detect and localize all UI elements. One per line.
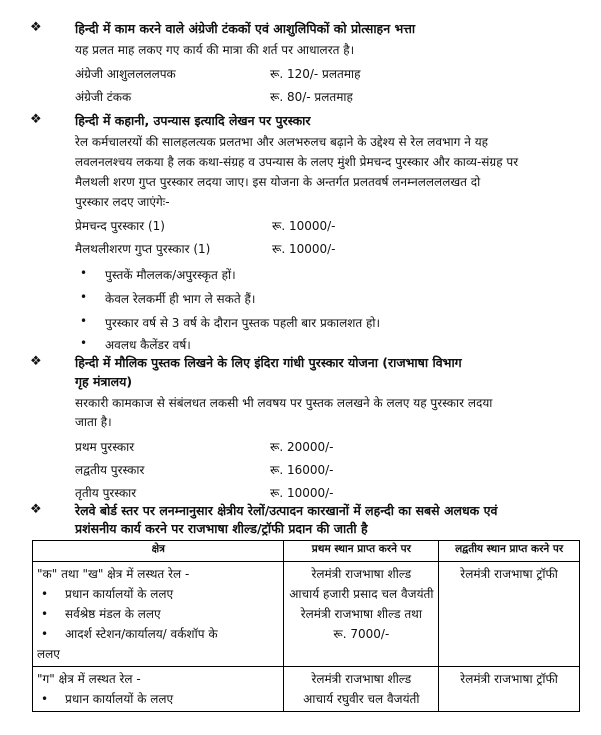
award-table	[32, 540, 580, 712]
stenographer-label: अंग्रेजी आशुललललपक	[75, 67, 176, 81]
section-1-heading: हिन्दी में काम करने वाले अंग्रेजी टंककों एवं आशुलिपिकों को प्रोत्साहन भत्ता	[75, 21, 416, 36]
header-first-place: प्रथम स्थान प्राप्त करने पर	[284, 541, 439, 562]
condition-item: केवल रेलकर्मी ही भाग ले सकते हैं।	[105, 292, 256, 306]
premchand-award-label: प्रेमचन्द पुरस्कार (1)	[75, 219, 165, 233]
zone-cell	[33, 562, 284, 667]
section-4-heading-line-1: रेलवे बोर्ड स्तर पर लनम्नानुसार क्षेत्रीय रेलों/उत्पादन कारखानों में लहन्दी का सबसे अलधक एवं	[75, 503, 498, 518]
second-place-cell: रेलमंत्री राजभाषा ट्रॉफी	[439, 562, 580, 667]
typist-value: रू. 80/- प्रलतमाह	[270, 90, 353, 104]
zone-title: "क" तथा "ख" क्षेत्र में लस्थत रेल -	[37, 567, 190, 581]
premchand-award-value: रू. 10000/-	[272, 219, 336, 233]
diamond-bullet-icon: ❖	[30, 112, 42, 127]
first-place-cell: रेलमंत्री राजभाषा शील्ड आचार्य रघुवीर चल वैजयंती	[284, 667, 439, 712]
condition-item: पुस्तकें मौललक/अपुरस्कृत हों।	[105, 268, 236, 282]
maithilisharan-award-label: मैलथलीशरण गुप्त पुरस्कार (1)	[75, 242, 211, 256]
bullet-icon: •	[41, 587, 49, 601]
section-4-heading-line-2: प्रशंसनीय कार्य करने पर राजभाषा शील्ड/ट्रॉफी प्रदान की जाती है	[75, 521, 368, 536]
third-prize-label: तृतीय पुरस्कार	[75, 486, 137, 500]
stenographer-value: रू. 120/- प्रलतमाह	[270, 67, 361, 81]
table-row	[33, 562, 580, 667]
second-prize-value: रू. 16000/-	[270, 463, 334, 477]
second-place-cell: रेलमंत्री राजभाषा ट्रॉफी	[439, 667, 580, 712]
list-item: • प्रधान कार्यालयों के ललए	[37, 689, 279, 709]
maithilisharan-award-value: रू. 10000/-	[272, 242, 336, 256]
list-item: • आदर्श स्टेशन/कार्यालय/ वर्कशॉप के	[37, 624, 279, 644]
table-row	[33, 667, 580, 712]
section-3-heading-line-1: हिन्दी में मौलिक पुस्तक लिखने के लिए इंदिरा गांधी पुरस्कार योजना (राजभाषा विभाग	[75, 355, 462, 370]
zone-title: "ग" क्षेत्र में लस्थत रेल -	[37, 672, 141, 686]
bullet-icon: •	[80, 266, 88, 280]
condition-item: पुरस्कार वर्ष से 3 वर्ष के दौरान पुस्तक पहली बार प्रकालशत हो।	[105, 316, 381, 330]
first-place-cell: रेलमंत्री राजभाषा शील्ड आचार्य हजारी प्रसाद चल वैजयंती रेलमंत्री राजभाषा शील्ड तथा रू. 7000/-	[284, 562, 439, 667]
section-2-heading: हिन्दी में कहानी, उपन्यास इत्यादि लेखन पर पुरस्कार	[75, 113, 311, 128]
section-2-para-line-1: रेल कर्मचालरयों की सालहलत्यक प्रलतभा और अलभरुलच बढ़ाने के उद्देश्य से रेल लवभाग ने यह	[75, 135, 489, 149]
bullet-icon: •	[41, 607, 49, 621]
typist-label: अंग्रेजी टंकक	[75, 90, 132, 104]
bullet-icon: •	[80, 290, 88, 304]
section-2-para-line-2: लवलनलश्चय लकया है लक कथा-संग्रह व उपन्यास के ललए मुंशी प्रेमचन्द पुरस्कार और काव्य-संग्रह पर	[75, 155, 519, 169]
section-3-heading-line-2: गृह मंत्रालय)	[75, 374, 133, 389]
third-prize-value: रू. 10000/-	[270, 486, 334, 500]
diamond-bullet-icon: ❖	[30, 20, 42, 35]
zone-cell	[33, 667, 284, 712]
table-header-row	[33, 541, 580, 562]
first-prize-label: प्रथम पुरस्कार	[75, 440, 135, 454]
second-prize-label: लद्वतीय पुरस्कार	[75, 463, 145, 477]
header-second-place: लद्वतीय स्थान प्राप्त करने पर	[439, 541, 580, 562]
section-2-para-line-4: पुरस्कार लदए जाएंगेः-	[75, 195, 170, 209]
diamond-bullet-icon: ❖	[30, 354, 42, 369]
list-item: • प्रधान कार्यालयों के ललए	[37, 584, 279, 604]
bullet-icon: •	[80, 314, 88, 328]
bullet-icon: •	[80, 336, 88, 350]
condition-item: अवलध कैलेंडर वर्ष।	[105, 338, 191, 352]
diamond-bullet-icon: ❖	[30, 502, 42, 517]
bullet-icon: •	[41, 692, 49, 706]
bullet-icon: •	[41, 627, 49, 641]
header-zone: क्षेत्र	[33, 541, 284, 562]
first-prize-value: रू. 20000/-	[270, 440, 334, 454]
list-item: • सर्वश्रेष्ठ मंडल के ललए	[37, 604, 279, 624]
section-1-paragraph: यह प्रलत माह लकए गए कार्य की मात्रा की शर्त पर आधालरत है।	[75, 43, 355, 57]
list-item-continuation: ललए	[37, 647, 60, 661]
section-2-para-line-3: मैलथली शरण गुप्त पुरस्कार लदया जाए। इस योजना के अन्तर्गत प्रलतवर्ष लनम्नललललखत दो	[75, 175, 481, 189]
section-3-para-line-2: जाता है।	[75, 415, 112, 429]
section-3-para-line-1: सरकारी कामकाज से संबंलधत लकसी भी लवषय पर पुस्तक ललखने के ललए यह पुरस्कार लदया	[75, 396, 493, 410]
